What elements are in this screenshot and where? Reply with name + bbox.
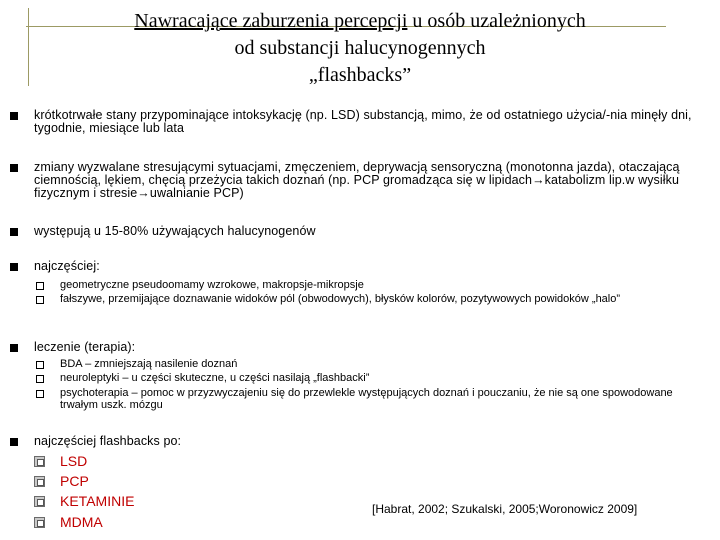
checkbox-square-icon	[36, 375, 44, 383]
bullet-square-icon	[10, 263, 18, 271]
checkbox-square-icon	[36, 296, 44, 304]
sub-item-text: geometryczne pseudoomamy wzrokowe, makropsje-mikropsje	[60, 279, 364, 291]
bullet-text-1: krótkotrwałe stany przypominające intoksykację (np. LSD) substancją, mimo, że od ostatniego użycia/-nia minęły dni, tygodnie, miesiące lub lata	[34, 108, 692, 135]
bullet-square-icon	[10, 438, 18, 446]
title-line-2: od substancji halucynogennych	[234, 37, 486, 59]
title-line-1-rest: u osób uzależnionych	[407, 10, 586, 32]
bullet-text-3: występują u 15-80% używających halucynogenów	[34, 224, 316, 238]
bullet-square-icon	[10, 112, 18, 120]
drug-item: KETAMINIE	[60, 493, 135, 509]
slide-title	[0, 8, 720, 89]
sub-item-text: psychoterapia – pomoc w przyzwyczajeniu się do przewlekle występujących doznań i pouczaniu, że nie są one spowodowane trwałym uszk. mózgu	[60, 387, 673, 411]
title-line-1	[0, 8, 720, 35]
citation: [Habrat, 2002; Szukalski, 2005;Woronowicz 2009]	[372, 502, 638, 516]
square-bullet-icon	[34, 517, 45, 528]
checkbox-square-icon	[36, 390, 44, 398]
bullet-text-6: najczęściej flashbacks po:	[34, 434, 182, 448]
drug-item: LSD	[60, 453, 88, 469]
checkbox-square-icon	[36, 361, 44, 369]
sub-item-text: neuroleptyki – u części skuteczne, u części nasilają „flashbacki”	[60, 372, 370, 384]
drug-item: MDMA	[60, 514, 103, 530]
bullet-square-icon	[10, 164, 18, 172]
sub-item-text: fałszywe, przemijające doznawanie widoków pól (obwodowych), błysków kolorów, pozytywowych powidoków „halo”	[60, 293, 621, 305]
title-line-3: „flashbacks”	[308, 64, 412, 86]
square-bullet-icon	[34, 496, 45, 507]
sub-item-text: BDA – zmniejszają nasilenie doznań	[60, 358, 238, 370]
square-bullet-icon	[34, 456, 45, 467]
title-underlined-phrase: Nawracające zaburzenia percepcji	[134, 10, 408, 32]
bullet-text-5: leczenie (terapia):	[34, 340, 136, 354]
square-bullet-icon	[34, 476, 45, 487]
drug-item: PCP	[60, 473, 89, 489]
bullet-square-icon	[10, 344, 18, 352]
bullet-text-4: najczęściej:	[34, 259, 100, 273]
bullet-square-icon	[10, 228, 18, 236]
bullet-text-2: zmiany wyzwalane stresującymi sytuacjami, zmęczeniem, deprywacją sensoryczną (monotonna jazda), otaczającą ciemnością, lękiem, chęcią przeżycia takich doznań (np. PCP gromadząca się w lipidach→katabolizm lip.w wysiłku fizycznym i stresie→uwalnianie PCP)	[34, 160, 680, 200]
checkbox-square-icon	[36, 282, 44, 290]
